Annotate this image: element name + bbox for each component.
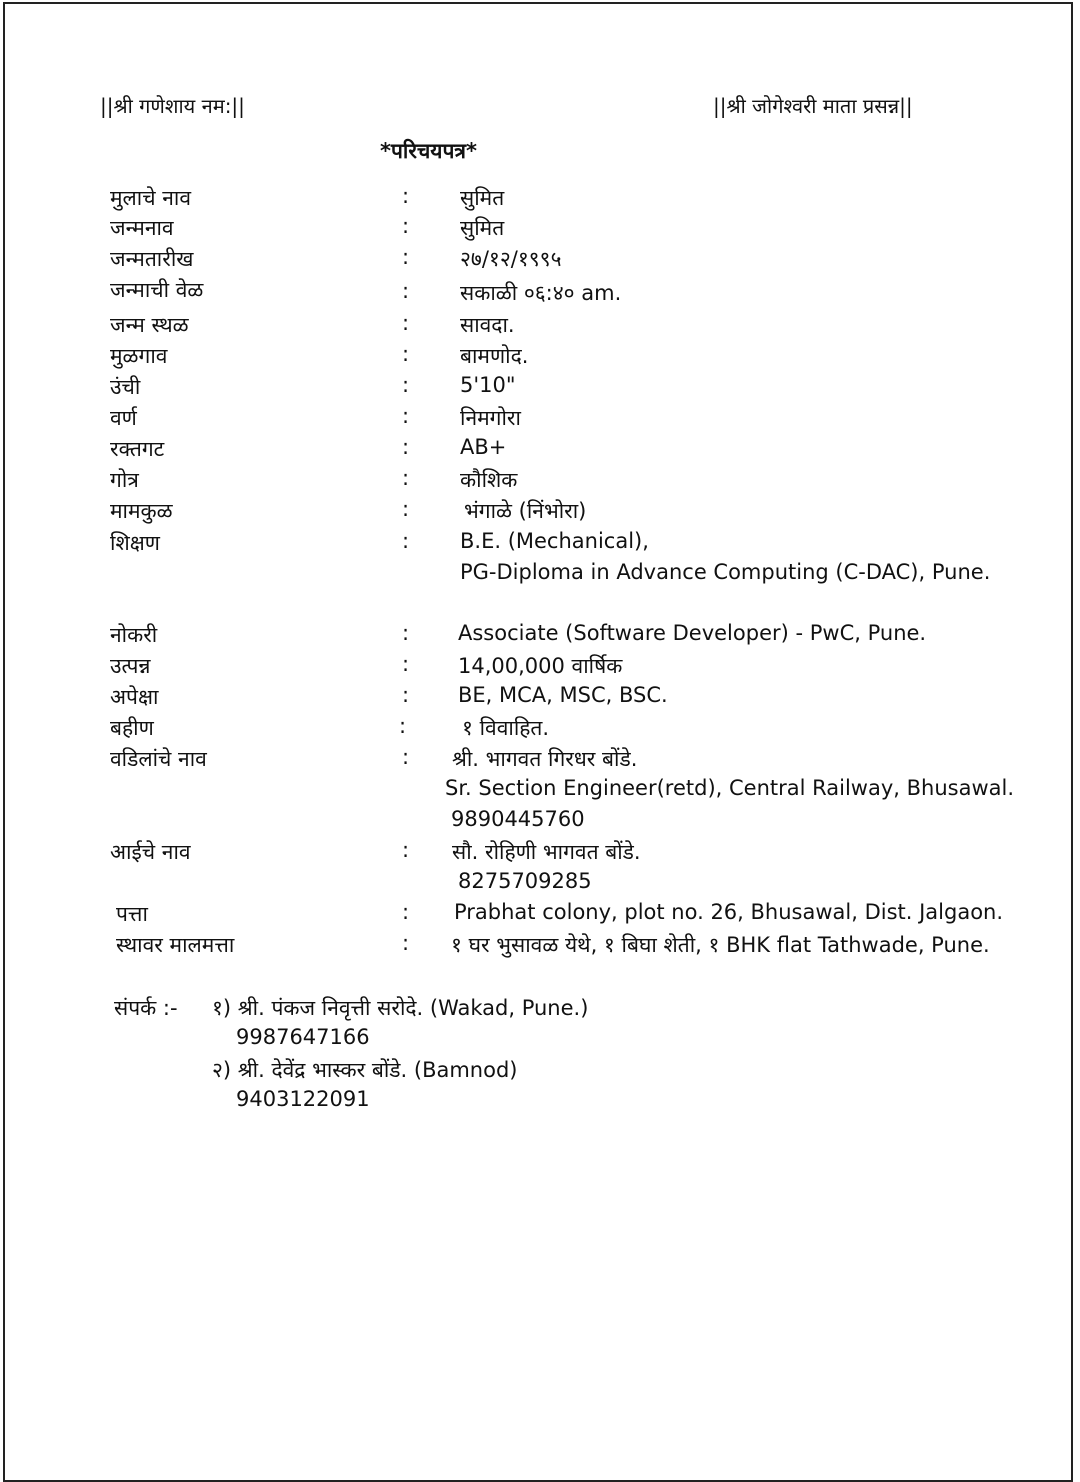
field-row-expectations (0, 683, 1080, 713)
field-colon: : (402, 279, 410, 303)
field-value: सुमित (460, 186, 505, 210)
field-value-continuation: PG-Diploma in Advance Computing (C-DAC), Pune. (460, 560, 991, 584)
field-row-father-name (0, 745, 1080, 775)
field-row-address (0, 900, 1080, 930)
field-value: सुमित (460, 216, 505, 240)
field-row-mother-name (0, 838, 1080, 868)
field-value: बामणोद. (460, 344, 529, 368)
field-value: 14,00,000 वार्षिक (458, 654, 623, 678)
field-value: १ घर भुसावळ येथे, १ बिघा शेती, १ BHK flat Tathwade, Pune. (451, 933, 990, 957)
field-label: मामकुळ (110, 499, 173, 523)
field-value: भंगाळे (निंभोरा) (464, 499, 587, 523)
field-label: रक्तगट (110, 437, 165, 461)
contact-entry-phone: 9403122091 (236, 1087, 370, 1111)
field-row-height (0, 373, 1080, 403)
field-colon: : (402, 373, 410, 397)
field-label: वर्ण (110, 406, 137, 430)
field-row-birth-time (0, 276, 1080, 306)
field-colon: : (402, 838, 410, 862)
field-label: आईचे नाव (110, 840, 191, 864)
field-value: १ विवाहित. (462, 716, 550, 740)
field-label: नोकरी (110, 623, 158, 647)
field-label: गोत्र (110, 468, 139, 492)
field-colon: : (402, 435, 410, 459)
field-colon: : (402, 621, 410, 645)
field-label: स्थावर मालमत्ता (116, 933, 235, 957)
field-row-complexion (0, 404, 1080, 434)
field-value: श्री. भागवत गिरधर बोंडे. (452, 747, 638, 771)
field-colon: : (402, 652, 410, 676)
header-invocation-left: ||श्री गणेशाय नम:|| (100, 94, 245, 118)
field-row-education (0, 529, 1080, 559)
field-colon: : (402, 245, 410, 269)
field-value: B.E. (Mechanical), (460, 529, 649, 553)
field-row-property (0, 931, 1080, 961)
field-label: बहीण (110, 716, 154, 740)
field-colon: : (402, 184, 410, 208)
field-row-birth-place (0, 311, 1080, 341)
field-colon: : (402, 404, 410, 428)
mother-phone: 8275709285 (458, 869, 592, 893)
field-colon: : (402, 497, 410, 521)
contact-entry-name: २) श्री. देवेंद्र भास्कर बोंडे. (Bamnod) (212, 1058, 518, 1082)
field-value: २७/१२/१९९५ (460, 247, 562, 271)
contact-entry-phone: 9987647166 (236, 1025, 370, 1049)
field-value-continuation: Sr. Section Engineer(retd), Central Railway, Bhusawal. (445, 776, 1015, 800)
field-value: सावदा. (460, 313, 515, 337)
contact-entry-name: १) श्री. पंकज निवृत्ती सरोदे. (Wakad, Pune.) (212, 996, 589, 1020)
field-colon: : (402, 931, 410, 955)
field-value: Prabhat colony, plot no. 26, Bhusawal, Dist. Jalgaon. (454, 900, 1004, 924)
field-label: जन्मनाव (110, 216, 174, 240)
field-row-occupation (0, 621, 1080, 651)
contact-label: संपर्क :- (114, 996, 178, 1020)
field-colon: : (402, 311, 410, 335)
field-value: कौशिक (460, 468, 518, 492)
field-row-name (0, 184, 1080, 214)
field-label: मुळगाव (110, 344, 168, 368)
field-row-income (0, 652, 1080, 682)
field-row-native-village (0, 342, 1080, 372)
field-value: Associate (Software Developer) - PwC, Pune. (458, 621, 927, 645)
field-row-birth-date (0, 245, 1080, 275)
field-value: BE, MCA, MSC, BSC. (458, 683, 668, 707)
field-colon: : (402, 745, 410, 769)
field-value: निमगोरा (460, 406, 521, 430)
field-label: उंची (110, 375, 141, 399)
field-row-sister (0, 714, 1080, 744)
field-label: अपेक्षा (110, 685, 159, 709)
field-colon: : (402, 214, 410, 238)
field-value: सकाळी ०६:४० am. (460, 281, 622, 305)
field-label: वडिलांचे नाव (110, 747, 207, 771)
field-label: मुलाचे नाव (110, 186, 192, 210)
field-label: जन्म स्थळ (110, 313, 189, 337)
document-title: *परिचयपत्र* (380, 139, 477, 163)
field-value: AB+ (460, 435, 507, 459)
field-row-gotra (0, 466, 1080, 496)
field-label: पत्ता (116, 902, 148, 926)
field-value: सौ. रोहिणी भागवत बोंडे. (452, 840, 641, 864)
field-row-maternal-family (0, 497, 1080, 527)
father-phone: 9890445760 (451, 807, 585, 831)
field-row-blood-group (0, 435, 1080, 465)
field-colon: : (399, 714, 407, 738)
field-colon: : (402, 529, 410, 553)
field-label: जन्माची वेळ (110, 278, 204, 302)
field-value: 5'10" (460, 373, 516, 397)
field-row-birth-name (0, 214, 1080, 244)
header-invocation-right: ||श्री जोगेश्वरी माता प्रसन्न|| (713, 94, 913, 118)
field-colon: : (402, 342, 410, 366)
field-label: उत्पन्न (110, 654, 151, 678)
field-label: शिक्षण (110, 531, 160, 555)
field-colon: : (402, 683, 410, 707)
field-colon: : (402, 900, 410, 924)
field-colon: : (402, 466, 410, 490)
field-label: जन्मतारीख (110, 247, 194, 271)
